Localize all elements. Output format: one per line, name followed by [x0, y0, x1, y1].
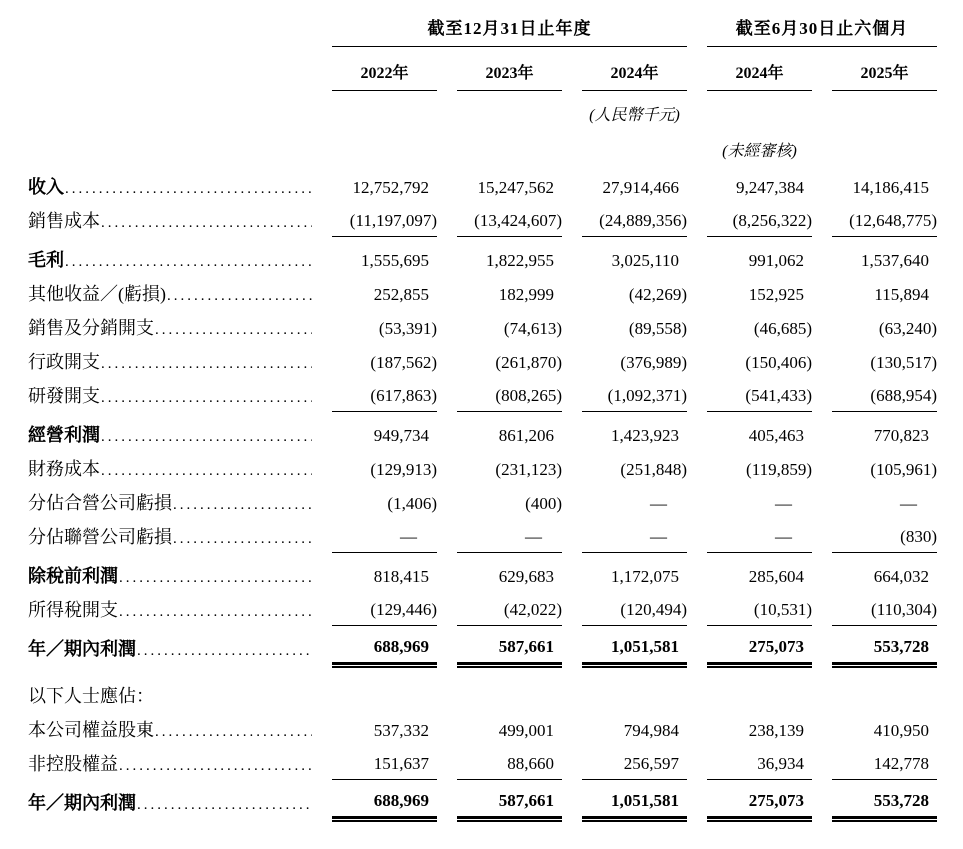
table-row	[28, 519, 937, 553]
row-label-cell	[28, 314, 312, 344]
row-label: 非控股權益	[28, 754, 118, 774]
value-cell: —	[707, 527, 812, 553]
dot-leader	[65, 177, 312, 198]
value-cell: (830)	[832, 527, 937, 553]
value-cell: —	[457, 527, 562, 553]
value-cell: (376,989)	[620, 353, 687, 372]
value-cell: (89,558)	[628, 319, 687, 338]
year-header-2023: 2023年	[457, 47, 562, 91]
value-cell: 587,661	[457, 637, 562, 665]
row-label-cell	[28, 382, 312, 412]
value-cell: (129,913)	[370, 460, 437, 479]
dot-leader	[101, 352, 312, 373]
row-label-cell	[28, 455, 312, 485]
value-cell: (688,954)	[832, 386, 937, 412]
value-cell: 1,537,640	[861, 251, 929, 270]
value-cell: 587,661	[457, 791, 562, 819]
value-cell	[832, 707, 937, 712]
row-label-cell	[28, 421, 312, 451]
row-label: 經營利潤	[28, 425, 100, 445]
value-cell: 115,894	[874, 285, 929, 304]
table-row	[28, 451, 937, 485]
year-header-2022: 2022年	[332, 47, 437, 91]
year-header-2024-interim: 2024年	[707, 47, 812, 91]
value-cell: 88,660	[457, 754, 562, 780]
row-label: 所得稅開支	[28, 600, 118, 620]
value-cell	[332, 707, 437, 712]
table-row	[28, 558, 937, 592]
row-label: 分佔聯營公司虧損	[28, 527, 172, 547]
value-cell: 285,604	[748, 567, 804, 586]
value-cell: (53,391)	[378, 319, 437, 338]
row-label-cell	[28, 789, 312, 819]
row-label: 銷售及分銷開支	[28, 318, 154, 338]
row-label: 研發開支	[28, 386, 100, 406]
row-label: 財務成本	[28, 459, 100, 479]
value-cell: 36,934	[707, 754, 812, 780]
value-cell: 553,728	[832, 637, 937, 665]
currency-note-row	[28, 91, 937, 127]
row-label-cell	[28, 523, 312, 553]
value-cell: 27,914,466	[602, 178, 679, 197]
value-cell: —	[332, 527, 437, 553]
year-header-2025-interim: 2025年	[832, 47, 937, 91]
table-row	[28, 785, 937, 819]
value-cell: 1,051,581	[582, 791, 687, 819]
value-cell: 664,032	[873, 567, 929, 586]
value-cell: (261,870)	[495, 353, 562, 372]
value-cell: 275,073	[707, 637, 812, 665]
value-cell	[582, 707, 687, 712]
value-cell: (617,863)	[332, 386, 437, 412]
table-row	[28, 242, 937, 276]
value-cell: 15,247,562	[477, 178, 554, 197]
value-cell: (541,433)	[707, 386, 812, 412]
row-label-cell	[28, 562, 312, 592]
value-cell: 405,463	[748, 426, 804, 445]
row-label-cell	[28, 173, 312, 203]
value-cell	[457, 707, 562, 712]
value-cell: 770,823	[873, 426, 929, 445]
unaudited-note: (未經審核)	[722, 143, 797, 160]
dot-leader	[137, 793, 312, 814]
column-group-header-row	[28, 14, 937, 47]
value-cell: 1,555,695	[361, 251, 429, 270]
year-header-2024: 2024年	[582, 47, 687, 91]
table-row	[28, 746, 937, 780]
value-cell: 12,752,792	[352, 178, 429, 197]
value-cell: (24,889,356)	[582, 211, 687, 237]
row-label: 除稅前利潤	[28, 566, 118, 586]
dot-leader	[65, 250, 312, 271]
value-cell: (10,531)	[707, 600, 812, 626]
value-cell: (129,446)	[332, 600, 437, 626]
value-cell: 1,051,581	[582, 637, 687, 665]
currency-unit-note: (人民幣千元)	[589, 107, 680, 124]
dot-leader	[173, 493, 312, 514]
dot-leader	[155, 318, 312, 339]
table-row	[28, 378, 937, 412]
value-cell: —	[900, 494, 917, 513]
year-header-row	[28, 47, 937, 91]
value-cell: (187,562)	[370, 353, 437, 372]
column-group-annual: 截至12月31日止年度	[332, 14, 687, 47]
value-cell: 252,855	[373, 285, 429, 304]
value-cell: (12,648,775)	[832, 211, 937, 237]
value-cell: (130,517)	[870, 353, 937, 372]
value-cell: —	[775, 494, 792, 513]
value-cell: (808,265)	[457, 386, 562, 412]
table-row	[28, 203, 937, 237]
value-cell: (251,848)	[620, 460, 687, 479]
row-label: 其他收益／(虧損)	[28, 284, 166, 304]
table-row	[28, 631, 937, 665]
table-row	[28, 276, 937, 310]
dot-leader	[167, 284, 312, 305]
table-row	[28, 169, 937, 203]
dot-leader	[119, 754, 312, 775]
value-cell: 949,734	[373, 426, 429, 445]
row-label-cell	[28, 635, 312, 665]
table-row	[28, 592, 937, 626]
value-cell: 794,984	[623, 721, 679, 740]
value-cell: (110,304)	[832, 600, 937, 626]
value-cell: (150,406)	[745, 353, 812, 372]
column-group-interim: 截至6月30日止六個月	[707, 14, 937, 47]
row-label: 銷售成本	[28, 211, 100, 231]
row-label: 收入	[28, 177, 64, 197]
table-row	[28, 310, 937, 344]
value-cell: 9,247,384	[736, 178, 804, 197]
dot-leader	[155, 720, 312, 741]
row-label-cell	[28, 207, 312, 237]
value-cell: 991,062	[748, 251, 804, 270]
table-row	[28, 485, 937, 519]
audit-note-row	[28, 127, 937, 163]
value-cell: 1,172,075	[611, 567, 679, 586]
value-cell: 152,925	[748, 285, 804, 304]
row-label-cell	[28, 750, 312, 780]
value-cell: 1,423,923	[611, 426, 679, 445]
dot-leader	[101, 211, 312, 232]
row-label: 行政開支	[28, 352, 100, 372]
row-label-cell	[28, 280, 312, 310]
value-cell: (63,240)	[878, 319, 937, 338]
value-cell: 256,597	[582, 754, 687, 780]
row-label-cell	[28, 596, 312, 626]
table-body	[28, 169, 937, 819]
value-cell: 182,999	[498, 285, 554, 304]
value-cell: (42,269)	[628, 285, 687, 304]
dot-leader	[101, 459, 312, 480]
row-label-cell	[28, 246, 312, 276]
value-cell: 14,186,415	[852, 178, 929, 197]
table-row	[28, 417, 937, 451]
value-cell: 537,332	[373, 721, 429, 740]
value-cell: (105,961)	[870, 460, 937, 479]
section-header-row	[28, 678, 937, 712]
value-cell: (42,022)	[457, 600, 562, 626]
value-cell: 238,139	[748, 721, 804, 740]
dot-leader	[119, 566, 312, 587]
value-cell: 688,969	[332, 791, 437, 819]
value-cell: 553,728	[832, 791, 937, 819]
value-cell: 1,822,955	[486, 251, 554, 270]
value-cell: (8,256,322)	[707, 211, 812, 237]
value-cell: (74,613)	[503, 319, 562, 338]
row-label-cell	[28, 348, 312, 378]
row-label: 以下人士應佔：	[28, 686, 154, 706]
row-label: 分佔合營公司虧損	[28, 493, 172, 513]
value-cell: —	[650, 494, 667, 513]
value-cell: —	[582, 527, 687, 553]
row-label: 年／期內利潤	[28, 639, 136, 659]
dot-leader	[101, 386, 312, 407]
value-cell: (120,494)	[582, 600, 687, 626]
row-label-cell	[28, 489, 312, 519]
value-cell: 275,073	[707, 791, 812, 819]
row-label-cell	[28, 682, 312, 712]
value-cell: (231,123)	[495, 460, 562, 479]
value-cell: 151,637	[332, 754, 437, 780]
value-cell: (1,092,371)	[582, 386, 687, 412]
row-label: 本公司權益股東	[28, 720, 154, 740]
value-cell: 499,001	[498, 721, 554, 740]
row-label-cell	[28, 716, 312, 746]
value-cell: 818,415	[373, 567, 429, 586]
dot-leader	[137, 639, 312, 660]
dot-leader	[101, 425, 312, 446]
value-cell: (11,197,097)	[332, 211, 437, 237]
value-cell: (119,859)	[746, 460, 812, 479]
table-row	[28, 344, 937, 378]
value-cell	[707, 707, 812, 712]
row-label: 年／期內利潤	[28, 793, 136, 813]
value-cell: 3,025,110	[611, 251, 679, 270]
value-cell: (400)	[525, 494, 562, 513]
value-cell: 142,778	[832, 754, 937, 780]
value-cell: (13,424,607)	[457, 211, 562, 237]
value-cell: (1,406)	[387, 494, 437, 513]
dot-leader	[119, 600, 312, 621]
value-cell: 861,206	[498, 426, 554, 445]
value-cell: 629,683	[498, 567, 554, 586]
dot-leader	[173, 527, 312, 548]
table-row	[28, 712, 937, 746]
value-cell: 688,969	[332, 637, 437, 665]
value-cell: 410,950	[873, 721, 929, 740]
row-label: 毛利	[28, 250, 64, 270]
value-cell: (46,685)	[753, 319, 812, 338]
